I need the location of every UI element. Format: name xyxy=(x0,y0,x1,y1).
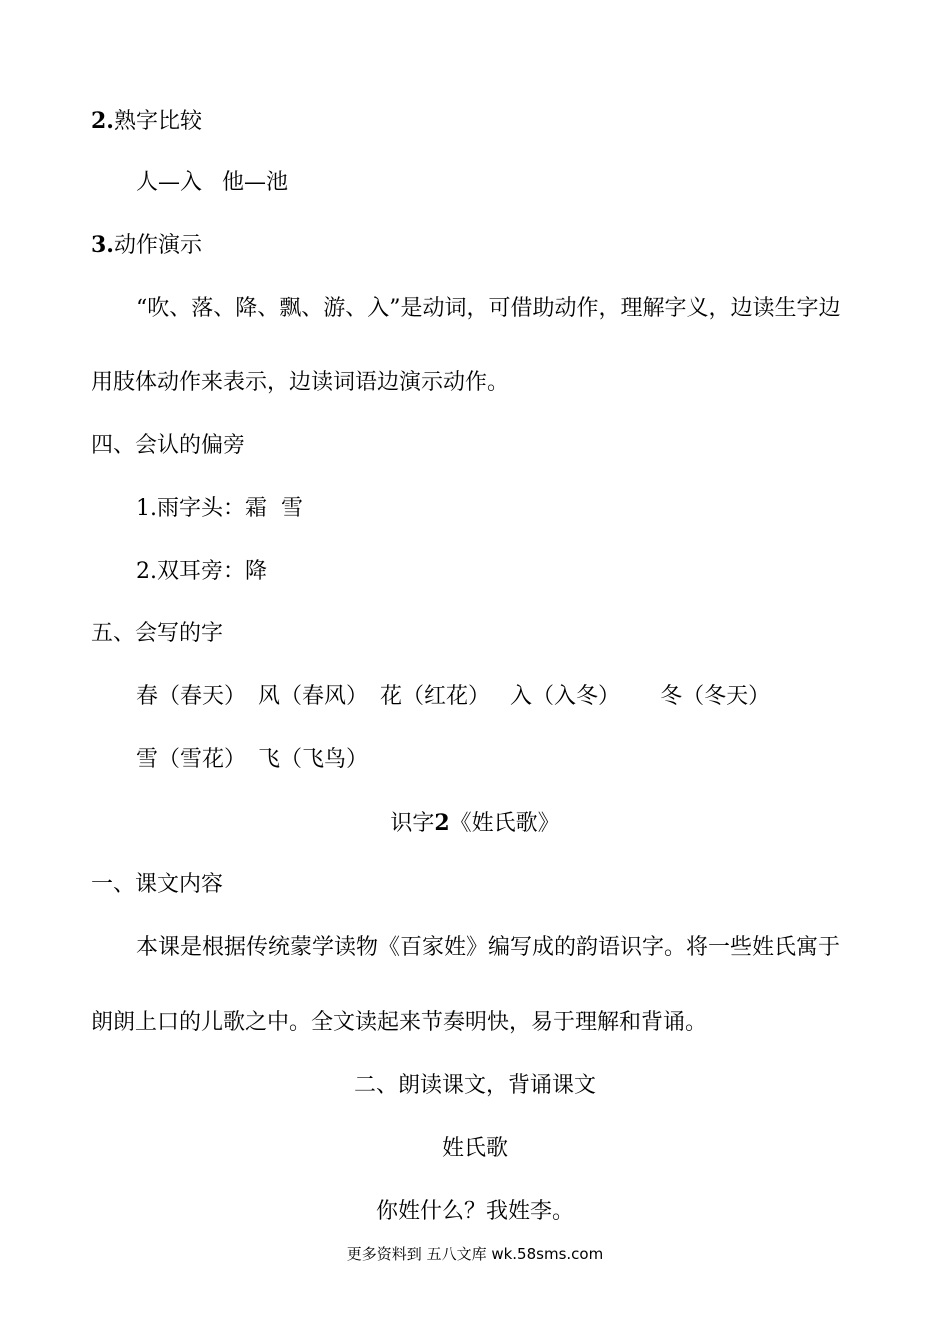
radical-item-2: 2.双耳旁：降 xyxy=(136,559,267,584)
section-2-number: 2. xyxy=(91,108,114,134)
section-2-heading xyxy=(91,106,202,137)
section-2-title: 熟字比较 xyxy=(113,109,202,134)
char-pair-1: 人—入 xyxy=(136,170,203,195)
footer-watermark: 更多资料到 五八文库 wk.58sms.com xyxy=(346,1245,604,1263)
section-3-paragraph-line-1: “吹、落、降、飘、游、入”是动词，可借助动作，理解字义，边读生字边 xyxy=(136,296,841,321)
lesson-title-name: 《姓氏歌》 xyxy=(449,811,560,836)
write-char: 冬（冬天） xyxy=(660,684,771,709)
char-pair-2: 他—池 xyxy=(222,170,289,195)
write-char: 春（春天） xyxy=(136,684,247,709)
lesson-title xyxy=(0,808,950,839)
write-chars-row-2 xyxy=(136,745,368,775)
section-2-pairs xyxy=(136,168,288,198)
part-1-paragraph-line-1: 本课是根据传统蒙学读物《百家姓》编写成的韵语识字。将一些姓氏寓于 xyxy=(136,935,841,960)
write-chars-row-1 xyxy=(136,682,770,712)
write-char: 雪（雪花） xyxy=(136,747,247,772)
section-3-title: 动作演示 xyxy=(113,233,202,258)
write-char: 风（春风） xyxy=(258,684,369,709)
section-3-paragraph-line-2: 用肢体动作来表示，边读词语边演示动作。 xyxy=(91,370,510,395)
lesson-title-prefix: 识字 xyxy=(390,811,435,836)
poem-line-1: 你姓什么？我姓李。 xyxy=(375,1199,574,1224)
part-2-heading: 二、朗读课文，背诵课文 xyxy=(353,1073,596,1098)
section-4-heading: 四、会认的偏旁 xyxy=(91,433,246,458)
section-3-heading xyxy=(91,230,202,261)
radical-item-1-chars: 霜 雪 xyxy=(245,496,303,521)
section-3-number: 3. xyxy=(91,232,114,258)
write-char: 入（入冬） xyxy=(510,684,621,709)
part-1-paragraph-line-2: 朗朗上口的儿歌之中。全文读起来节奏明快，易于理解和背诵。 xyxy=(91,1010,708,1035)
poem-title: 姓氏歌 xyxy=(441,1136,508,1161)
part-1-heading: 一、课文内容 xyxy=(91,872,224,897)
section-5-heading: 五、会写的字 xyxy=(91,621,224,646)
lesson-title-number: 2 xyxy=(434,810,450,836)
write-char: 飞（飞鸟） xyxy=(258,747,369,772)
radical-item-1 xyxy=(136,494,303,524)
write-char: 花（红花） xyxy=(380,684,491,709)
radical-item-1-label: 1.雨字头： xyxy=(136,496,245,521)
